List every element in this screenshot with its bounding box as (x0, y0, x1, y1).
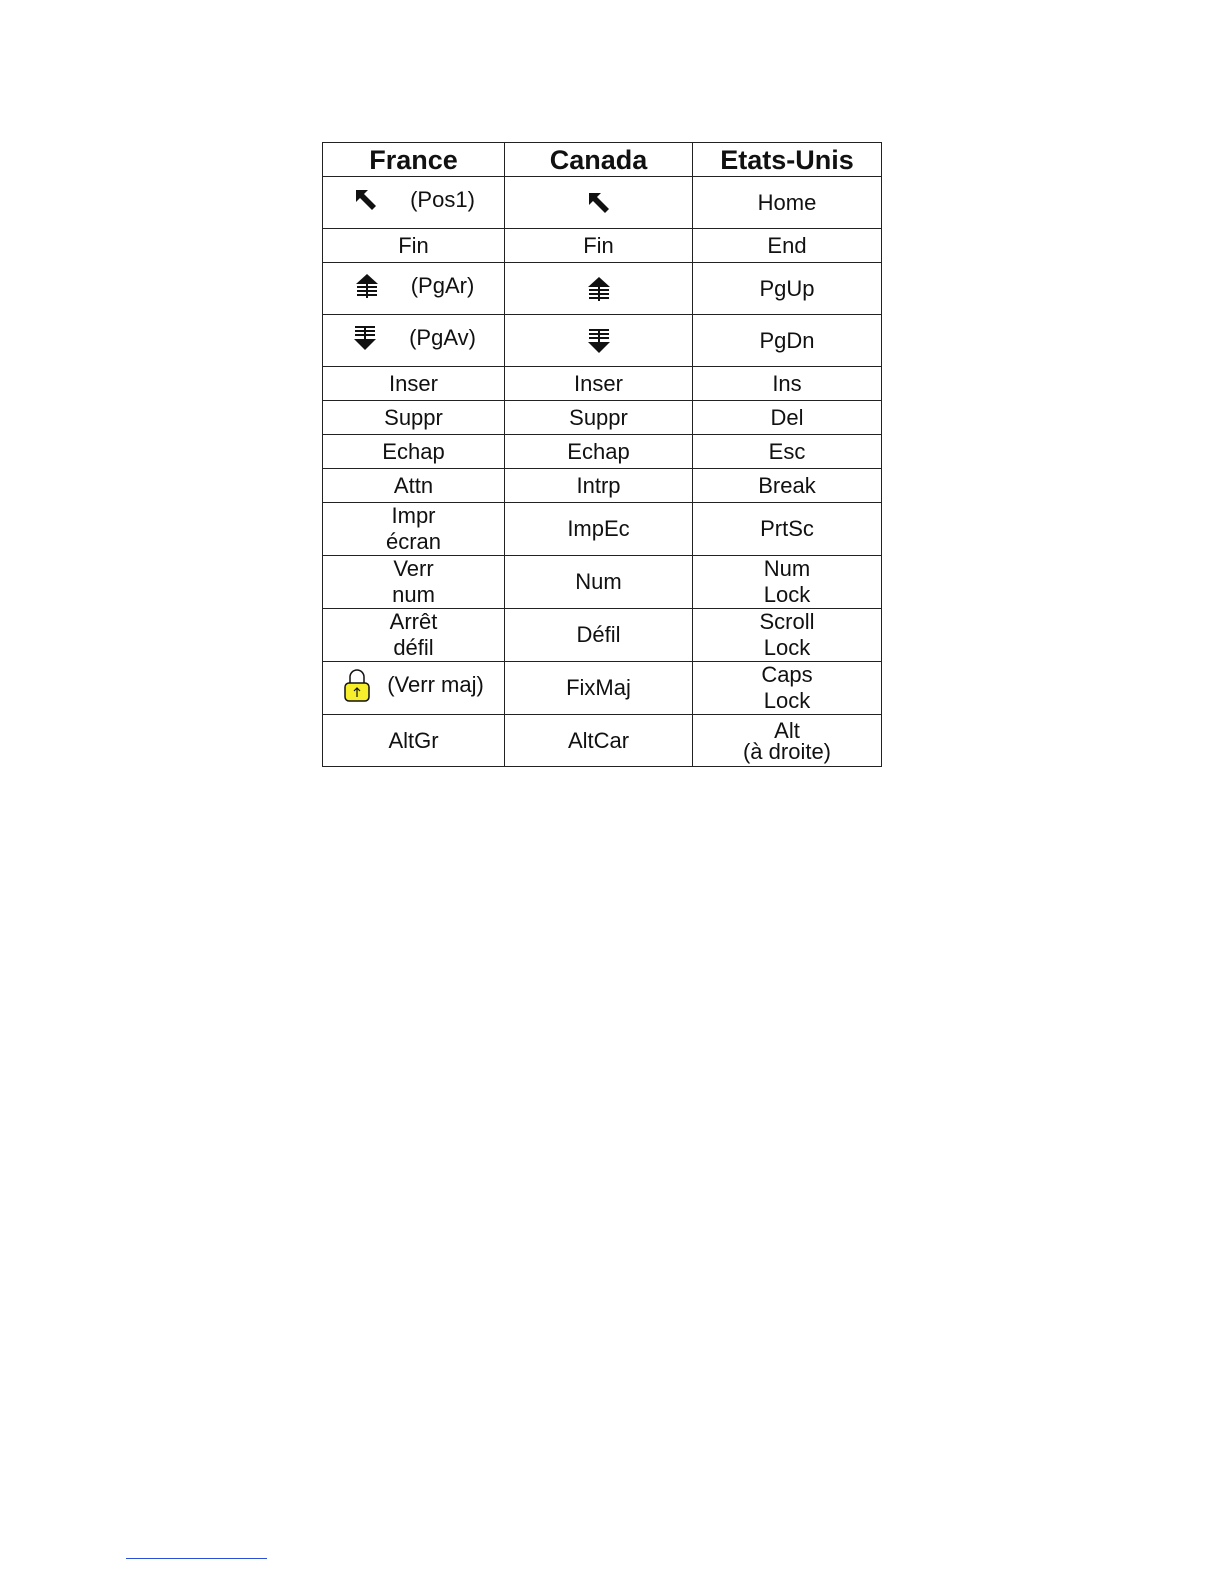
cell-us: Break (693, 469, 882, 503)
cell-us (693, 556, 882, 609)
header-france: France (323, 143, 505, 177)
cell-line: Num (763, 556, 811, 581)
cell-canada: Inser (505, 367, 693, 401)
cell-line: Caps (761, 662, 813, 687)
header-canada: Canada (505, 143, 693, 177)
table-row (323, 662, 882, 715)
page-up-icon (353, 272, 381, 300)
cell-canada (505, 177, 693, 229)
cell-france: Attn (323, 469, 505, 503)
table-row (323, 503, 882, 556)
table-row (323, 469, 882, 503)
cell-line: Lock (763, 635, 811, 660)
cell-france-label: (Pos1) (410, 186, 475, 212)
cell-france (323, 177, 505, 229)
cell-canada (505, 315, 693, 367)
cell-canada: Suppr (505, 401, 693, 435)
cell-us: Del (693, 401, 882, 435)
cell-line: Lock (763, 582, 811, 607)
table-row (323, 556, 882, 609)
cell-line: Verr (393, 556, 434, 581)
caps-lock-padlock-icon (343, 667, 371, 703)
cell-us: Home (693, 177, 882, 229)
cell-line: Impr (391, 503, 436, 528)
cell-line: Scroll (759, 609, 815, 634)
cell-canada: Num (505, 556, 693, 609)
cell-france (323, 315, 505, 367)
cell-us (693, 662, 882, 715)
cell-canada (505, 263, 693, 315)
cell-us: Ins (693, 367, 882, 401)
cell-france: Suppr (323, 401, 505, 435)
cell-france-label: (PgAr) (410, 272, 475, 298)
cell-us: End (693, 229, 882, 263)
cell-france (323, 503, 505, 556)
table-row (323, 435, 882, 469)
home-arrow-icon (585, 189, 613, 217)
cell-canada: Echap (505, 435, 693, 469)
cell-us: PgUp (693, 263, 882, 315)
table-row (323, 229, 882, 263)
table-row (323, 263, 882, 315)
cell-france (323, 662, 505, 715)
cell-line: écran (385, 529, 442, 554)
cell-us (693, 715, 882, 767)
cell-france-label: (PgAv) (409, 324, 476, 350)
cell-line: Arrêt (389, 609, 438, 634)
table-row (323, 401, 882, 435)
header-etats-unis: Etats-Unis (693, 143, 882, 177)
cell-france: AltGr (323, 715, 505, 767)
cell-line: défil (393, 635, 434, 660)
page-up-icon (585, 275, 613, 303)
cell-us (693, 609, 882, 662)
footnote-separator-rule (126, 1558, 267, 1559)
cell-us: PgDn (693, 315, 882, 367)
home-arrow-icon (352, 186, 380, 214)
cell-line: (à droite) (742, 738, 832, 764)
cell-canada: ImpEc (505, 503, 693, 556)
cell-france (323, 556, 505, 609)
table-row (323, 177, 882, 229)
table-header-row (323, 143, 882, 177)
cell-line: Lock (763, 688, 811, 713)
cell-france: Echap (323, 435, 505, 469)
cell-canada: Défil (505, 609, 693, 662)
table-row (323, 609, 882, 662)
cell-line: num (392, 582, 435, 607)
cell-canada: AltCar (505, 715, 693, 767)
page-down-icon (585, 327, 613, 355)
cell-line: Alt (774, 717, 800, 743)
cell-france: Inser (323, 367, 505, 401)
cell-france (323, 609, 505, 662)
table-row (323, 315, 882, 367)
table-row (323, 715, 882, 767)
page-down-icon (351, 324, 379, 352)
table-row (323, 367, 882, 401)
cell-canada: Fin (505, 229, 693, 263)
keyboard-key-names-table (322, 142, 882, 767)
cell-canada: FixMaj (505, 662, 693, 715)
cell-france-label: (Verr maj) (387, 672, 484, 697)
cell-us: Esc (693, 435, 882, 469)
cell-france (323, 263, 505, 315)
cell-canada: Intrp (505, 469, 693, 503)
cell-france: Fin (323, 229, 505, 263)
cell-us: PrtSc (693, 503, 882, 556)
